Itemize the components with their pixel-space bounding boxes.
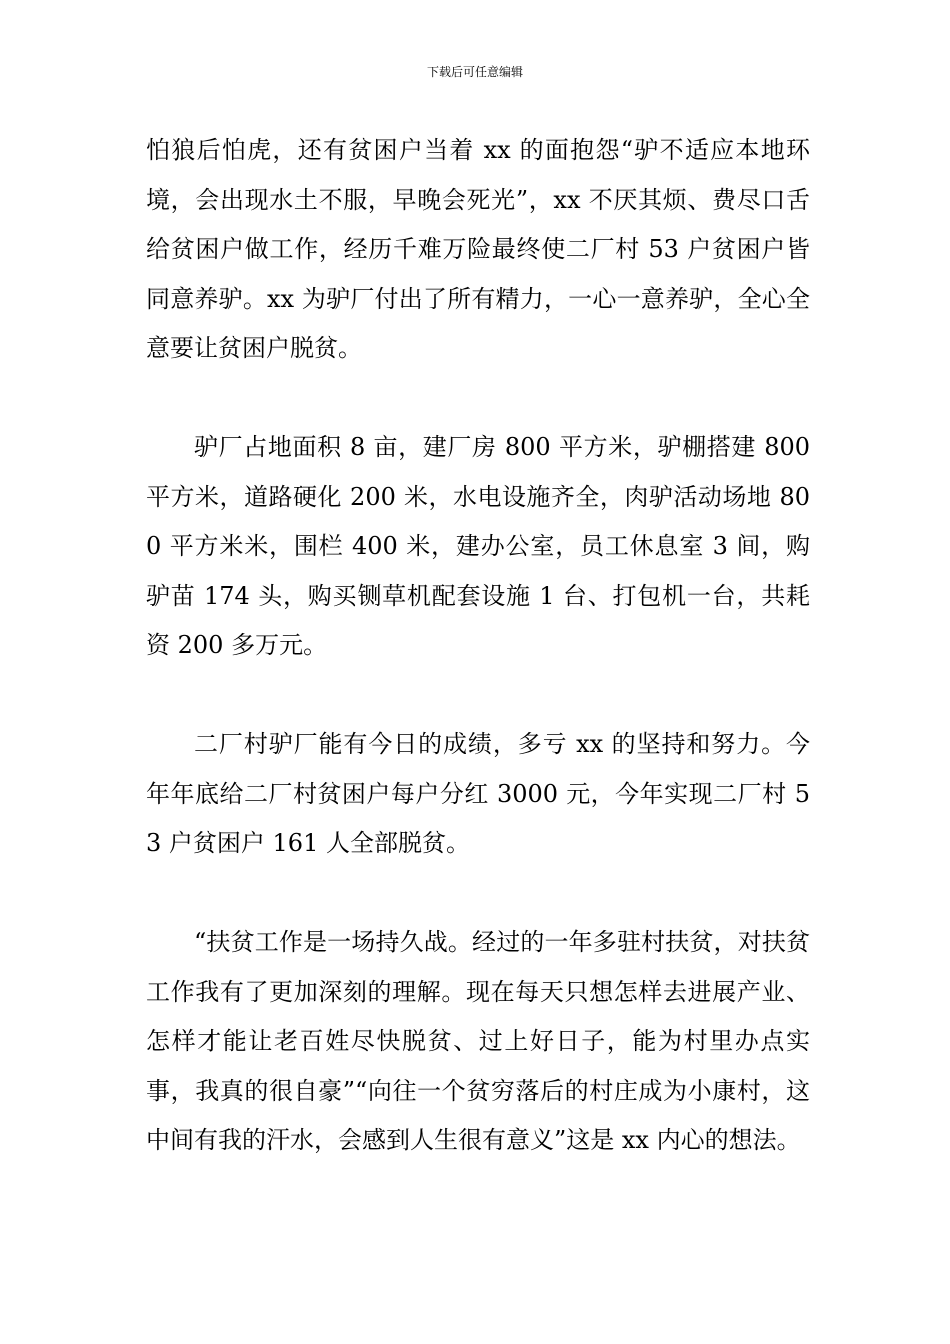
paragraph: 驴厂占地面积 8 亩，建厂房 800 平方米，驴棚搭建 800 平方米，道路硬化 200 米，水电设施齐全，肉驴活动场地 800 平方米米，围栏 400 米，建办公室，员工休息室 3 间，购驴苗 174 头，购买铡草机配套设施 1 台、打包机一台，共耗资 200 多万元。 [146, 433, 810, 659]
paragraph: “扶贫工作是一场持久战。经过的一年多驻村扶贫，对扶贫工作我有了更加深刻的理解。现在每天只想怎样去进展产业、怎样才能让老百姓尽快脱贫、过上好日子，能为村里办点实事，我真的很自豪”“向往一个贫穷落后的村庄成为小康村，这中间有我的汗水，会感到人生很有意义”这是 xx 内心的想法。 [146, 928, 810, 1154]
paragraph: 二厂村驴厂能有今日的成绩，多亏 xx 的坚持和努力。今年年底给二厂村贫困户每户分红 3000 元，今年实现二厂村 53 户贫困户 161 人全部脱贫。 [146, 730, 810, 857]
page-header: 下载后可任意编辑 [426, 65, 523, 79]
document-body [146, 126, 810, 1166]
paragraph: 怕狼后怕虎，还有贫困户当着 xx 的面抱怨“驴不适应本地环境，会出现水土不服，早晚会死光”，xx 不厌其烦、费尽口舌给贫困户做工作，经历千难万险最终使二厂村 53 户贫困户皆同意养驴。xx 为驴厂付出了所有精力，一心一意养驴，全心全意要让贫困户脱贫。 [146, 136, 810, 362]
